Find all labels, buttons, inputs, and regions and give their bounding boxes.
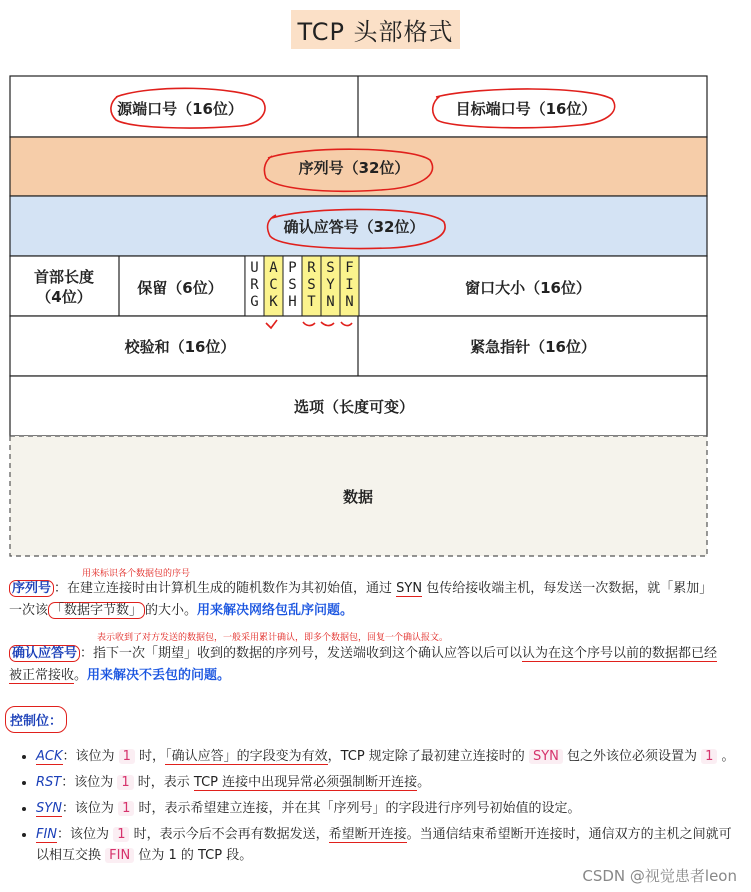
reserved-label: 保留（6位） [137, 279, 223, 297]
flag-letter: K [269, 294, 278, 310]
data-bytes-quoted: 「数据字节数」 [48, 602, 145, 619]
flag-letter: H [288, 294, 297, 310]
ack-paragraph: 确认应答号 ：指下一次「期望」收到的数据的序列号，发送端收到这个确认应答以后可以认为在这个序号以前的数据都已经被正常接收。用来解决不丢包的问题。 [9, 646, 718, 683]
flag-cells [245, 256, 359, 316]
bullet-syn: • SYN：该位为 1 时，表示希望建立连接，并在其「序列号」的字段进行序列号初始值的设定。 [36, 798, 736, 819]
hdr-len-label-2: （4位） [36, 288, 92, 306]
data-label: 数据 [342, 488, 374, 506]
bullet-ack: • ACK：该位为 1 时，「确认应答」的字段变为有效，TCP 规定除了最初建立连接时的 SYN 包之外该位必须设置为 1 。 [36, 746, 736, 767]
page-title: TCP 头部格式 [291, 10, 459, 49]
control-bits-label: 控制位： [5, 706, 67, 733]
flag-letter: C [269, 277, 278, 293]
seq-paragraph: 序列号 ：在建立连接时由计算机生成的随机数作为其初始值，通过 SYN 包传给接收端主机，每发送一次数据，就「累加」一次该 「数据字节数」 的大小。用来解决网络包乱序问题。 [9, 581, 713, 618]
watermark: CSDN @视觉患者leon [582, 867, 737, 885]
flag-letter: T [307, 294, 316, 310]
seq-highlight: 用来解决网络包乱序问题。 [197, 603, 354, 618]
flag-bullets [20, 746, 736, 871]
window-label: 窗口大小（16位） [465, 279, 591, 297]
flag-letter: I [345, 277, 354, 293]
flag-letter: G [250, 294, 259, 310]
hdr-len-label-1: 首部长度 [33, 268, 95, 286]
ack-note: 表示收到了对方发送的数据包，一般采用累计确认，即多个数据包，回复一个确认报文。 [97, 633, 449, 643]
flag-letter: F [345, 260, 354, 276]
flag-letter: R [250, 277, 259, 293]
ack-num-label: 确认应答号（32位） [283, 218, 425, 236]
checksum-label: 校验和（16位） [124, 338, 236, 356]
seq-label: 序列号（32位） [298, 159, 410, 177]
options-label: 选项（长度可变） [293, 398, 415, 416]
bullet-rst: • RST：该位为 1 时，表示 TCP 连接中出现异常必须强制断开连接。 [36, 772, 736, 793]
flag-letter: S [288, 277, 297, 293]
flag-letter: S [307, 277, 316, 293]
flag-letter: S [326, 260, 335, 276]
seq-note: 用来标识各个数据包的序号 [82, 569, 191, 579]
ack-term: 确认应答号 [9, 645, 80, 662]
flag-letter: P [288, 260, 297, 276]
ack-underlined: 认为在这个序号以前的数据都已经被正常接收 [9, 646, 718, 683]
src-port-label: 源端口号（16位） [117, 100, 243, 118]
urgent-label: 紧急指针（16位） [470, 338, 596, 356]
flag-letter: U [250, 260, 259, 276]
flag-letter: R [307, 260, 316, 276]
bullet-fin: • FIN：该位为 1 时，表示今后不会再有数据发送，希望断开连接。当通信结束希望断开连接时，通信双方的主机之间就可以相互交换 FIN 位为 1 的 TCP 段。 [36, 824, 736, 866]
dst-port-label: 目标端口号（16位） [455, 100, 597, 118]
ack-highlight: 用来解决不丢包的问题。 [87, 668, 231, 683]
flag-letter: A [269, 260, 278, 276]
flag-letter: N [345, 294, 354, 310]
seq-term: 序列号 [9, 580, 54, 597]
flag-letter: Y [326, 277, 335, 293]
flag-letter: N [326, 294, 335, 310]
syn-underlined: SYN [396, 581, 423, 596]
